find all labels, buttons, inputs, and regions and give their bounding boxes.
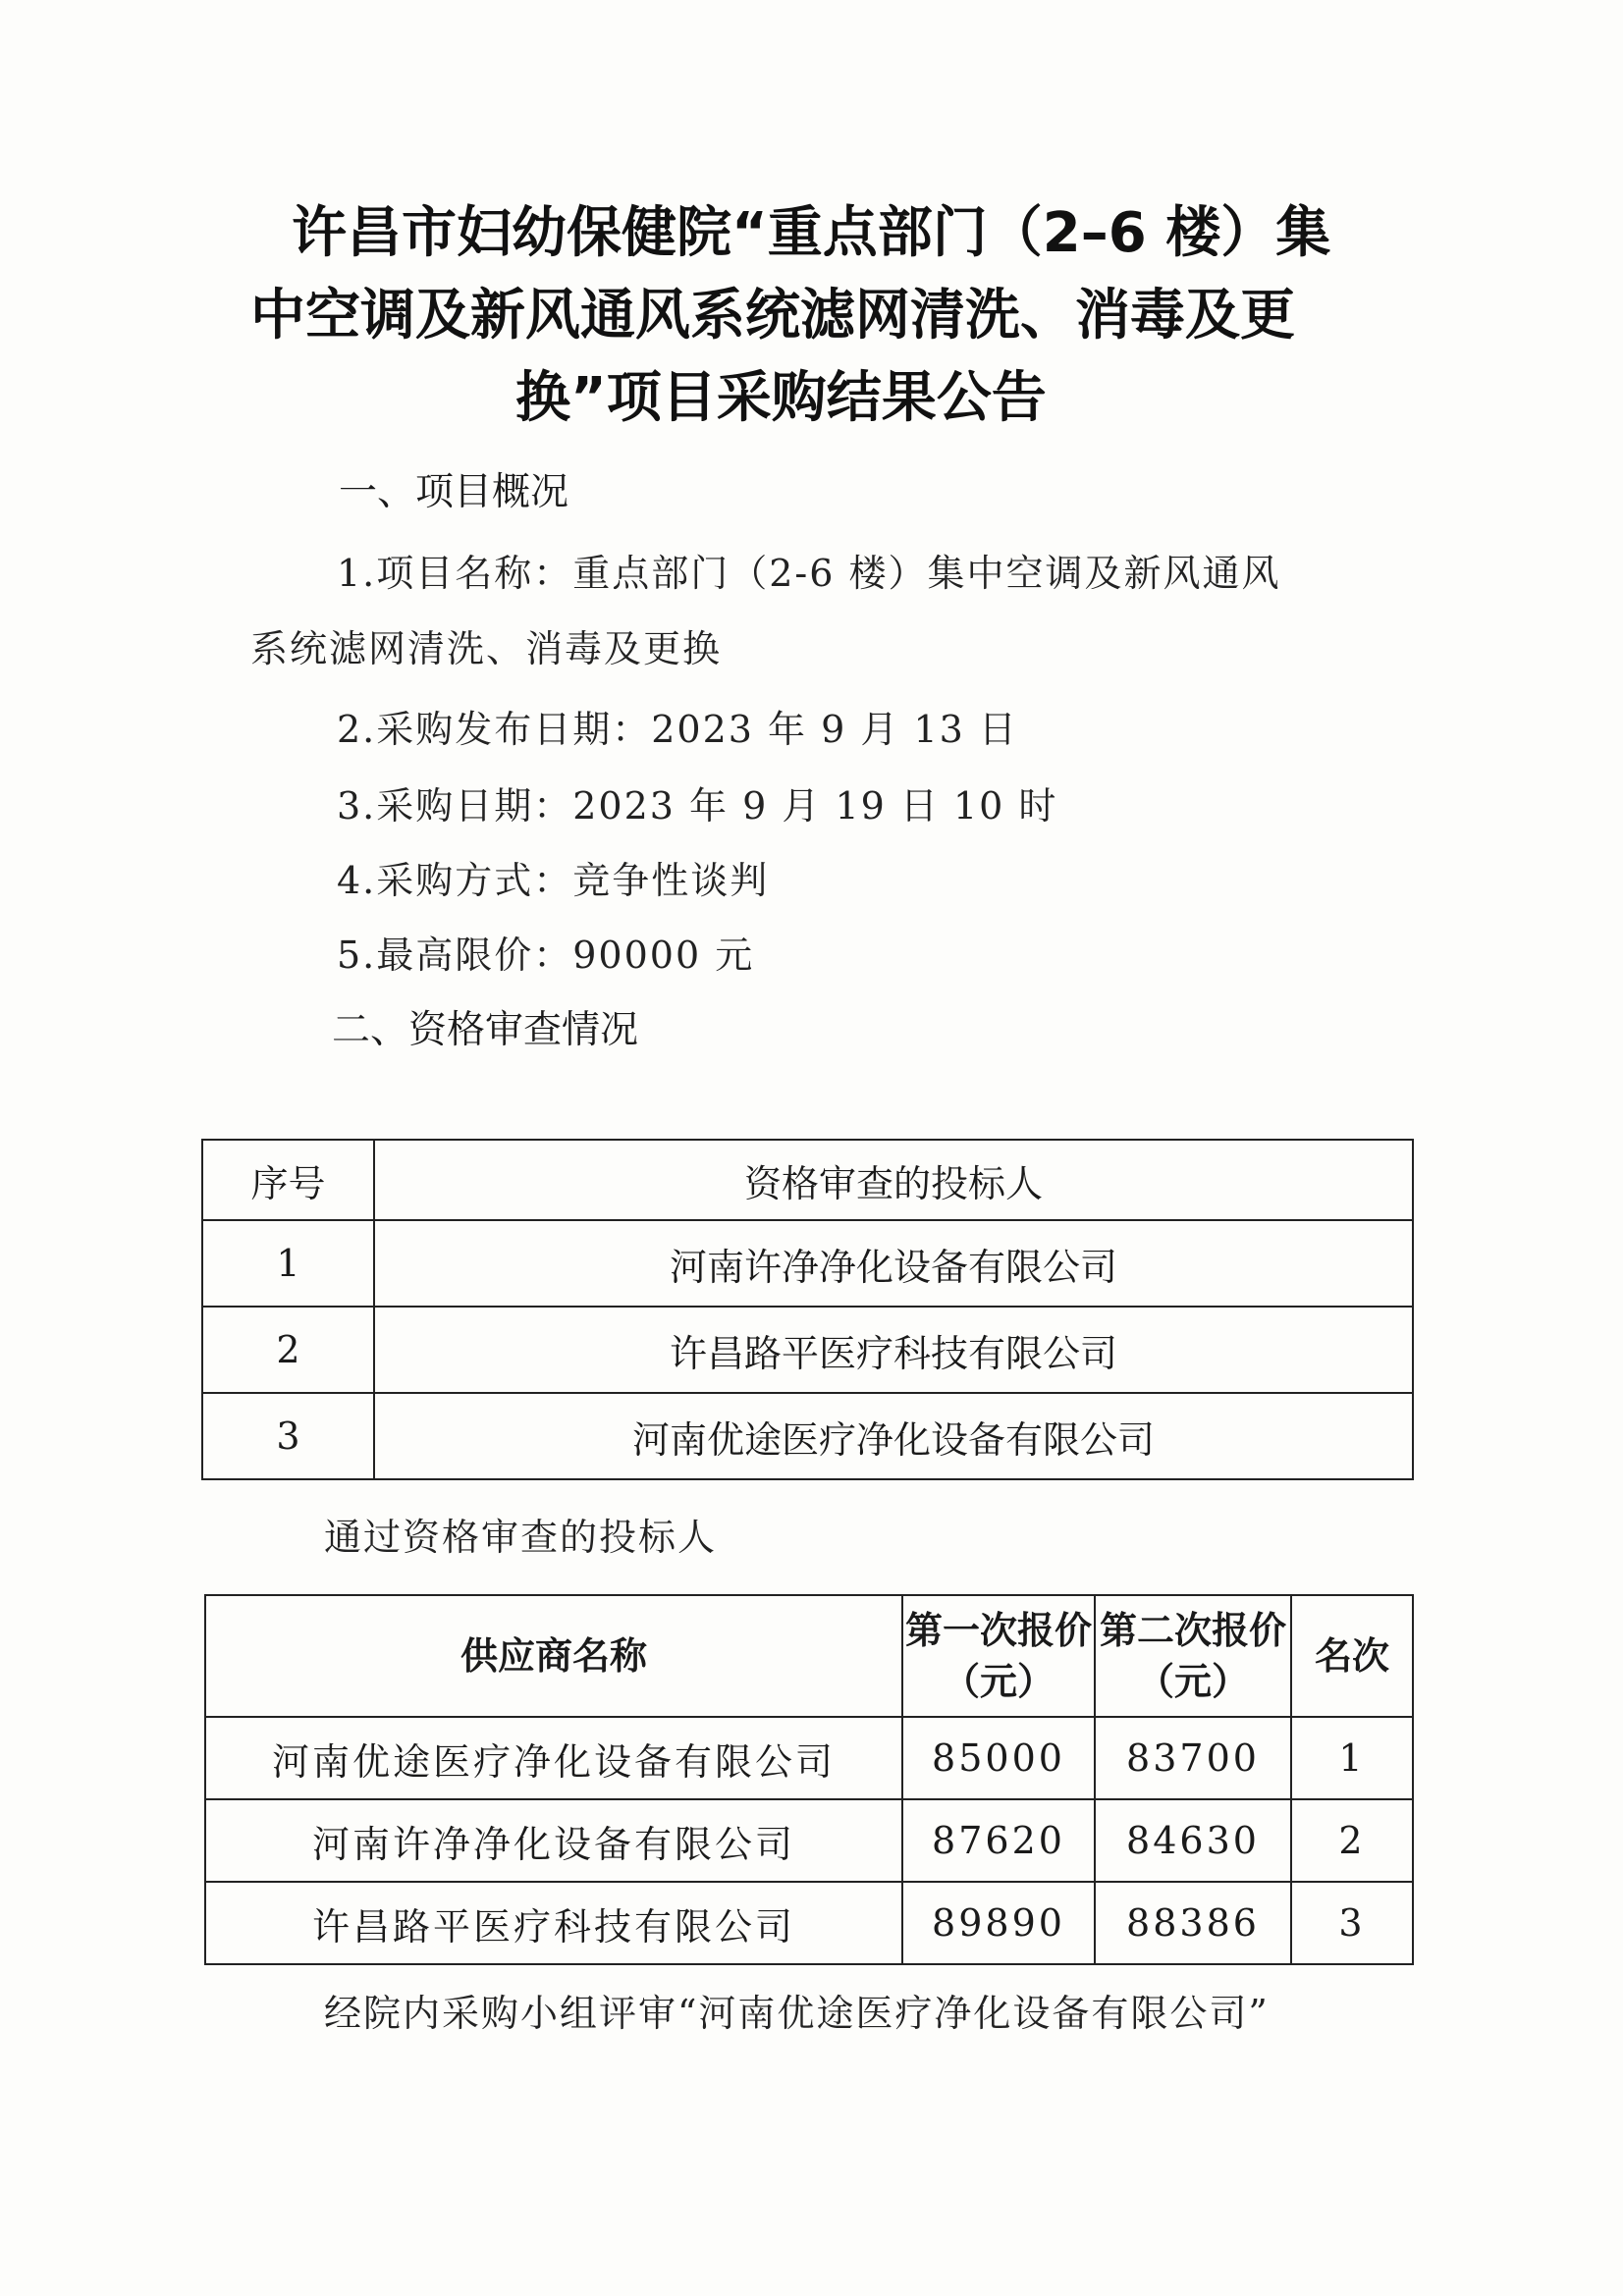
bid-results-table bbox=[204, 1594, 1414, 1965]
header-rank: 名次 bbox=[1291, 1595, 1413, 1717]
table-row bbox=[205, 1717, 1413, 1799]
item-4: 4.采购方式：竞争性谈判 bbox=[337, 859, 770, 902]
table-header-row bbox=[202, 1140, 1413, 1220]
header-index: 序号 bbox=[202, 1140, 374, 1220]
title-line-3: 换”项目采购结果公告 bbox=[515, 366, 1047, 430]
title-line-2: 中空调及新风通风系统滤网清洗、消毒及更 bbox=[250, 284, 1295, 347]
cell-first-quote: 89890 bbox=[902, 1882, 1095, 1964]
evaluation-statement: 经院内采购小组评审“河南优途医疗净化设备有限公司” bbox=[324, 1992, 1270, 2035]
table-row bbox=[205, 1799, 1413, 1882]
cell-first-quote: 87620 bbox=[902, 1799, 1095, 1882]
cell-rank: 2 bbox=[1291, 1799, 1413, 1882]
table-row bbox=[202, 1307, 1413, 1393]
cell-first-quote: 85000 bbox=[902, 1717, 1095, 1799]
cell-index: 3 bbox=[202, 1393, 374, 1479]
item-1-line-1: 1.项目名称：重点部门（2-6 楼）集中空调及新风通风 bbox=[337, 552, 1281, 595]
cell-supplier: 许昌路平医疗科技有限公司 bbox=[205, 1882, 902, 1964]
section-2-heading: 二、资格审查情况 bbox=[332, 1008, 639, 1052]
cell-index: 2 bbox=[202, 1307, 374, 1393]
table-row bbox=[202, 1393, 1413, 1479]
cell-bidder: 河南优途医疗净化设备有限公司 bbox=[374, 1393, 1413, 1479]
header-supplier: 供应商名称 bbox=[205, 1595, 902, 1717]
cell-rank: 1 bbox=[1291, 1717, 1413, 1799]
section-1-heading: 一、项目概况 bbox=[339, 470, 569, 514]
item-2: 2.采购发布日期：2023 年 9 月 13 日 bbox=[337, 708, 1018, 751]
table-header-row bbox=[205, 1595, 1413, 1717]
passed-bidders-caption: 通过资格审查的投标人 bbox=[324, 1516, 718, 1559]
qualification-table bbox=[201, 1139, 1414, 1480]
cell-second-quote: 84630 bbox=[1095, 1799, 1291, 1882]
cell-bidder: 许昌路平医疗科技有限公司 bbox=[374, 1307, 1413, 1393]
cell-supplier: 河南优途医疗净化设备有限公司 bbox=[205, 1717, 902, 1799]
header-first-quote: 第一次报价（元） bbox=[902, 1595, 1095, 1717]
cell-supplier: 河南许净净化设备有限公司 bbox=[205, 1799, 902, 1882]
table-row bbox=[202, 1220, 1413, 1307]
cell-index: 1 bbox=[202, 1220, 374, 1307]
cell-second-quote: 83700 bbox=[1095, 1717, 1291, 1799]
item-1-line-2: 系统滤网清洗、消毒及更换 bbox=[250, 627, 723, 670]
table-row bbox=[205, 1882, 1413, 1964]
cell-rank: 3 bbox=[1291, 1882, 1413, 1964]
header-second-quote: 第二次报价（元） bbox=[1095, 1595, 1291, 1717]
cell-bidder: 河南许净净化设备有限公司 bbox=[374, 1220, 1413, 1307]
document-title bbox=[250, 192, 1409, 440]
item-5: 5.最高限价：90000 元 bbox=[337, 934, 755, 977]
item-3: 3.采购日期：2023 年 9 月 19 日 10 时 bbox=[337, 784, 1058, 828]
cell-second-quote: 88386 bbox=[1095, 1882, 1291, 1964]
title-line-1: 许昌市妇幼保健院“重点部门（2–6 楼）集 bbox=[292, 201, 1331, 265]
header-bidder: 资格审查的投标人 bbox=[374, 1140, 1413, 1220]
